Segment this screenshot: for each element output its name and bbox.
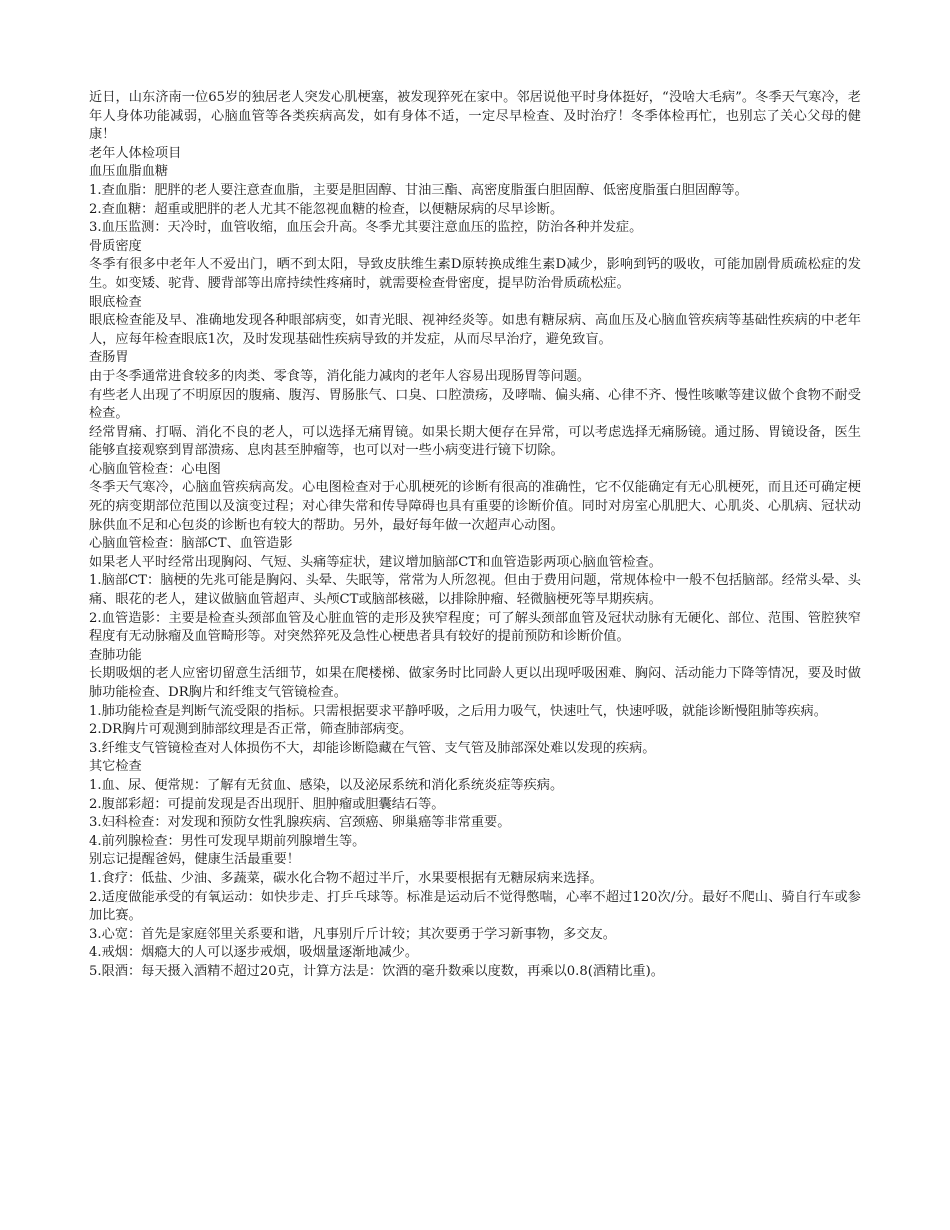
paragraph: 2.腹部彩超：可提前发现是否出现肝、胆肿瘤或胆囊结石等。 bbox=[89, 796, 445, 812]
section-heading: 心脑血管检查：脑部CT、血管造影 bbox=[89, 536, 293, 552]
article bbox=[89, 89, 861, 982]
section-heading: 血压血脂血糖 bbox=[89, 164, 169, 180]
section-heading: 查肠胃 bbox=[89, 350, 129, 366]
paragraph: 3.纤维支气管镜检查对人体损伤不大，却能诊断隐藏在气管、支气管及肺部深处难以发现的疾病。 bbox=[89, 740, 656, 756]
paragraph: 1.脑部CT：脑梗的先兆可能是胸闷、头晕、失眠等，常常为人所忽视。但由于费用问题，常规体检中一般不包括脑部。经常头晕、头痛、眼花的老人，建议做脑血管超声、头颅CT或脑部核磁，以排除肿瘤、轻微脑梗死等早期疾病。 bbox=[89, 573, 861, 608]
paragraph: 4.前列腺检查：男性可发现早期前列腺增生等。 bbox=[89, 833, 366, 849]
paragraph: 经常胃痛、打嗝、消化不良的老人，可以选择无痛胃镜。如果长期大便存在异常，可以考虑选择无痛肠镜。通过肠、胃镜设备，医生能够直接观察到胃部溃疡、息肉甚至肿瘤等，也可以对一些小病变进行镜下切除。 bbox=[89, 424, 861, 459]
paragraph: 1.肺功能检查是判断气流受限的指标。只需根据要求平静呼吸，之后用力吸气，快速吐气，快速呼吸，就能诊断慢阻肺等疾病。 bbox=[89, 703, 827, 719]
paragraph: 如果老人平时经常出现胸闷、气短、头痛等症状，建议增加脑部CT和血管造影两项心脑血管检查。 bbox=[89, 554, 662, 570]
paragraph: 2.DR胸片可观测到肺部纹理是否正常，筛查肺部病变。 bbox=[89, 722, 413, 738]
paragraph: 1.血、尿、便常规：了解有无贫血、感染，以及泌尿系统和消化系统炎症等疾病。 bbox=[89, 777, 564, 793]
paragraph: 4.戒烟：烟瘾大的人可以逐步戒烟，吸烟量逐渐地减少。 bbox=[89, 945, 419, 961]
section-heading: 骨质密度 bbox=[89, 238, 142, 254]
paragraph: 2.查血糖：超重或肥胖的老人尤其不能忽视血糖的检查，以便糖尿病的尽早诊断。 bbox=[89, 201, 564, 217]
section-heading: 心脑血管检查：心电图 bbox=[89, 461, 221, 477]
paragraph: 3.血压监测：天冷时，血管收缩，血压会升高。冬季尤其要注意血压的监控，防治各种并发症。 bbox=[89, 220, 643, 236]
section-heading: 其它检查 bbox=[89, 759, 142, 775]
paragraph: 冬季有很多中老年人不爱出门，晒不到太阳，导致皮肤维生素D原转换成维生素D减少，影响到钙的吸收，可能加剧骨质疏松症的发生。如变矮、驼背、腰背部等出席持续性疼痛时，就需要检查骨密度，提早防治骨质疏松症。 bbox=[89, 257, 861, 291]
paragraph: 眼底检查能及早、准确地发现各种眼部病变，如青光眼、视神经炎等。如患有糖尿病、高血压及心脑血管疾病等基础性疾病的中老年人，应每年检查眼底1次，及时发现基础性疾病导致的并发症，从而尽早治疗，避免致盲。 bbox=[89, 313, 861, 347]
paragraph: 1.食疗：低盐、少油、多蔬菜，碳水化合物不超过半斤，水果要根据有无糖尿病来选择。 bbox=[89, 870, 603, 886]
paragraph: 1.查血脂：肥胖的老人要注意查血脂，主要是胆固醇、甘油三酯、高密度脂蛋白胆固醇、低密度脂蛋白胆固醇等。 bbox=[89, 182, 748, 198]
paragraph: 长期吸烟的老人应密切留意生活细节，如果在爬楼梯、做家务时比同龄人更以出现呼吸困难、胸闷、活动能力下降等情况，要及时做肺功能检查、DR胸片和纤维支气管镜检查。 bbox=[89, 666, 861, 700]
paragraph: 2.适度做能承受的有氧运动：如快步走、打乒乓球等。标准是运动后不觉得憋喘，心率不超过120次/分。最好不爬山、骑自行车或参加比赛。 bbox=[89, 889, 861, 924]
paragraph: 冬季天气寒冷，心脑血管疾病高发。心电图检查对于心肌梗死的诊断有很高的准确性，它不仅能确定有无心肌梗死，而且还可确定梗死的病变期部位范围以及演变过程；对心律失常和传导障碍也具有重要的诊断价值。同时对房室心肌肥大、心肌炎、心肌病、冠状动脉供血不足和心包炎的诊断也有较大的帮助。另外，最好每年做一次超声心动图。 bbox=[89, 480, 861, 533]
section-heading: 查肺功能 bbox=[89, 647, 142, 663]
paragraph: 有些老人出现了不明原因的腹痛、腹泻、胃肠胀气、口臭、口腔溃疡，及哮喘、偏头痛、心律不齐、慢性咳嗽等建议做个食物不耐受检查。 bbox=[89, 387, 861, 422]
paragraph: 2.血管造影：主要是检查头颈部血管及心脏血管的走形及狭窄程度；可了解头颈部血管及冠状动脉有无硬化、部位、范围、管腔狭窄程度有无动脉瘤及血管畸形等。对突然猝死及急性心梗患者具有较好的提前预防和诊断价值。 bbox=[89, 610, 861, 645]
paragraph: 3.妇科检查：对发现和预防女性乳腺疾病、宫颈癌、卵巢癌等非常重要。 bbox=[89, 815, 511, 831]
paragraph: 3.心宽：首先是家庭邻里关系要和谐，凡事别斤斤计较；其次要勇于学习新事物，多交友。 bbox=[89, 926, 616, 942]
section-heading: 眼底检查 bbox=[89, 294, 142, 310]
section-heading: 别忘记提醒爸妈，健康生活最重要！ bbox=[89, 852, 300, 868]
paragraph: 由于冬季通常进食较多的肉类、零食等，消化能力减肉的老年人容易出现肠胃等问题。 bbox=[89, 368, 591, 384]
main-heading: 老年人体检项目 bbox=[89, 145, 182, 161]
paragraph: 5.限酒：每天摄入酒精不超过20克，计算方法是：饮酒的毫升数乘以度数，再乘以0.8(酒精比重)。 bbox=[89, 963, 664, 979]
intro-paragraph: 近日，山东济南一位65岁的独居老人突发心肌梗塞，被发现猝死在家中。邻居说他平时身体挺好，“没啥大毛病”。冬季天气寒冷，老年人身体功能减弱，心脑血管等各类疾病高发，如有身体不适，一定尽早检查、及时治疗！冬季体检再忙，也别忘了关心父母的健康！ bbox=[89, 90, 861, 143]
